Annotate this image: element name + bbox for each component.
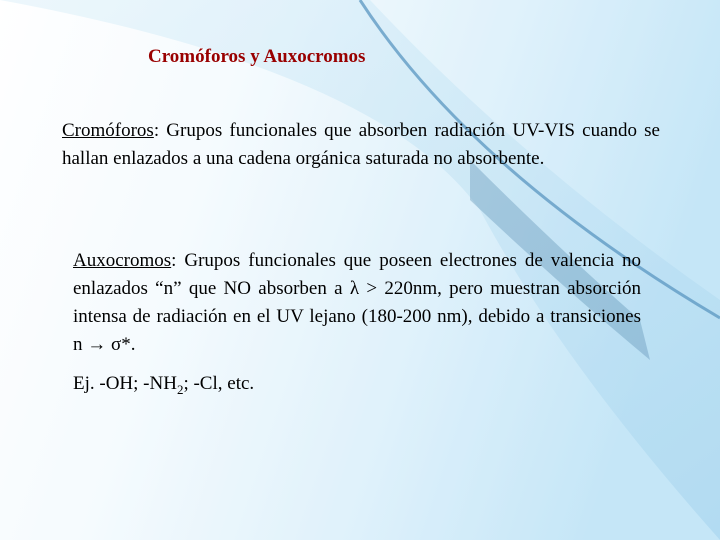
auxochromes-term: Auxocromos: [73, 250, 172, 271]
auxochromes-text: : Grupos funcionales que poseen electrones de valencia no enlazados “n” que NO absorben a λ > 220nm, pero muestran absorción intensa de radiación en el UV lejano (180-200 nm), debido a transiciones n → σ*.: [73, 250, 641, 355]
example-prefix: Ej. -OH; -NH: [73, 373, 177, 394]
example-line: [73, 370, 254, 398]
chromophores-text: : Grupos funcionales que absorben radiación UV-VIS cuando se hallan enlazados a una cadena orgánica saturada no absorbente.: [62, 120, 660, 169]
auxochromes-definition: [73, 247, 641, 359]
example-suffix: ; -Cl, etc.: [183, 373, 255, 394]
chromophores-definition: [62, 117, 660, 173]
example-subscript: 2: [176, 381, 184, 397]
slide-title: Cromóforos y Auxocromos: [148, 46, 366, 67]
chromophores-term: Cromóforos: [62, 120, 154, 141]
